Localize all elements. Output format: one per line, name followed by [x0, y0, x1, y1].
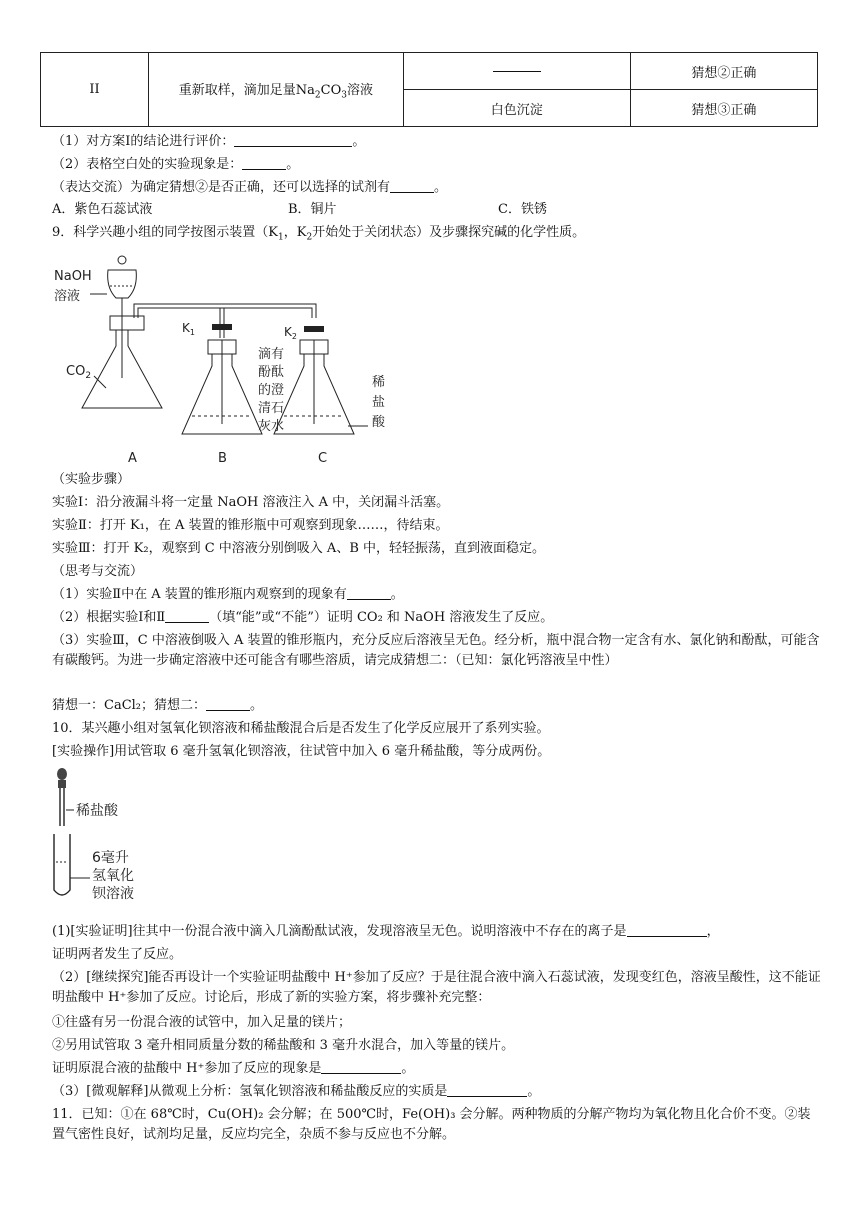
tube-label-3: 钡溶液 — [92, 886, 134, 902]
q9-think1: （1）实验Ⅱ中在 A 装置的锥形瓶内观察到的现象有 。 — [52, 587, 404, 602]
label-a: A — [128, 451, 137, 466]
q8-part1: （1）对方案Ⅰ的结论进行评价： 。 — [52, 134, 366, 149]
row-label: II — [41, 53, 149, 127]
q10-part3: （3）[微观解释]从微观上分析：氢氧化钡溶液和稀盐酸反应的实质是 。 — [52, 1084, 541, 1099]
phenomenon-2: 白色沉淀 — [403, 90, 630, 127]
q9-step3: 实验Ⅲ：打开 K₂，观察到 C 中溶液分别倒吸入 A、B 中，轻轻振荡，直到液面稳定。 — [52, 541, 546, 556]
label-b: B — [218, 451, 227, 466]
q11-text: 11．已知：①在 68℃时，Cu(OH)₂ 会分解；在 500℃时，Fe(OH)₃ 会分解。两种物质的分解产物均为氧化物且化合价不变。②装置气密性良好，试剂均足量，反应均完全，杂质不参与反应也不分解。 — [52, 1107, 811, 1142]
q10-step2: ②另用试管取 3 毫升相同质量分数的稀盐酸和 3 毫升水混合，加入等量的镁片。 — [52, 1038, 515, 1053]
k2-label: $K_2$ — [284, 325, 297, 341]
b-label-1: 滴有 — [258, 347, 285, 362]
q9-title: 9．科学兴趣小组的同学按图示装置（$K_1$，$K_2$开始处于关闭状态）及步骤探究碱的化学性质。 — [52, 225, 586, 243]
q10-operation: [实验操作]用试管取 6 毫升氢氧化钡溶液，往试管中加入 6 毫升稀盐酸，等分成两份。 — [52, 744, 551, 759]
option-b: B．铜片 — [288, 202, 337, 217]
q10-part1-cont: 证明两者发生了反应。 — [52, 947, 183, 962]
phenomenon-blank — [403, 53, 630, 90]
q10-step1: ①往盛有另一份混合液的试管中，加入足量的镁片； — [52, 1015, 352, 1030]
q9-guess: 猜想一：CaCl₂；猜想二： 。 — [52, 698, 264, 713]
acid-label: 稀盐酸 — [76, 803, 118, 819]
k1-label: $K_1$ — [182, 321, 195, 337]
experiment-table — [40, 52, 818, 127]
test-tube-figure — [52, 766, 172, 902]
naoh-label: NaOH — [54, 269, 92, 284]
tube-label-2: 氢氧化 — [92, 868, 134, 884]
apparatus-figure — [52, 248, 402, 468]
option-c: C．铁锈 — [498, 202, 547, 217]
option-a: A．紫色石蕊试液 — [52, 202, 153, 217]
q9-step1: 实验Ⅰ：沿分液漏斗将一定量 NaOH 溶液注入 A 中，关闭漏斗活塞。 — [52, 495, 450, 510]
label-c: C — [318, 451, 328, 466]
b-label-2: 酚酞 — [258, 365, 285, 380]
c-label-1: 稀 — [372, 375, 386, 390]
procedure-cell: 重新取样，滴加足量$Na_2CO_3$溶液 — [148, 53, 403, 127]
c-label-2: 盐 — [372, 395, 386, 410]
q9-think2: （2）根据实验Ⅰ和Ⅱ （填“能”或“不能”）证明 CO₂ 和 NaOH 溶液发生了反应。 — [52, 610, 554, 625]
co2-label: $CO_2$ — [66, 364, 92, 381]
q9-steps-head: （实验步骤） — [52, 472, 131, 487]
q8-options — [52, 200, 547, 220]
q9-step2: 实验Ⅱ：打开 K₁，在 A 装置的锥形瓶中可观察到现象……，待结束。 — [52, 518, 449, 533]
q10-step3: 证明原混合液的盐酸中 H⁺参加了反应的现象是 。 — [52, 1061, 415, 1076]
q9-think3: （3）实验Ⅲ，C 中溶液倒吸入 A 装置的锥形瓶内，充分反应后溶液呈无色。经分析，瓶中混合物一定含有水、氯化钠和酚酞，可能含有碳酸钙。为进一步确定溶液中还可能含有哪些溶质，请完成猜想二：（已知：氯化钙溶液呈中性） — [52, 633, 820, 668]
b-label-3: 的澄 — [258, 383, 285, 398]
c-label-3: 酸 — [372, 415, 386, 430]
tube-label-1: 6毫升 — [92, 850, 129, 866]
conclusion-1: 猜想②正确 — [630, 53, 817, 90]
b-label-4: 清石 — [258, 401, 285, 416]
q9-think-head: （思考与交流） — [52, 564, 144, 579]
q8-part3: （表达交流）为确定猜想②是否正确，还可以选择的试剂有 。 — [52, 180, 448, 195]
b-label-5: 灰水 — [258, 419, 285, 434]
q10-title: 10．某兴趣小组对氢氧化钡溶液和稀盐酸混合后是否发生了化学反应展开了系列实验。 — [52, 721, 550, 736]
q8-part2: （2）表格空白处的实验现象是： 。 — [52, 157, 300, 172]
q10-part2: （2）[继续探究]能否再设计一个实验证明盐酸中 H⁺参加了反应？于是往混合液中滴入石蕊试液，发现变红色，溶液呈酸性，这不能证明盐酸中 H⁺参加了反应。讨论后，形成了新的实验方案，将步骤补充完整： — [52, 970, 821, 1005]
rongye-label: 溶液 — [54, 289, 81, 304]
conclusion-2: 猜想③正确 — [630, 90, 817, 127]
q10-part1: (1)[实验证明]往其中一份混合液中滴入几滴酚酞试液，发现溶液呈无色。说明溶液中不存在的离子是 ， — [52, 924, 720, 939]
